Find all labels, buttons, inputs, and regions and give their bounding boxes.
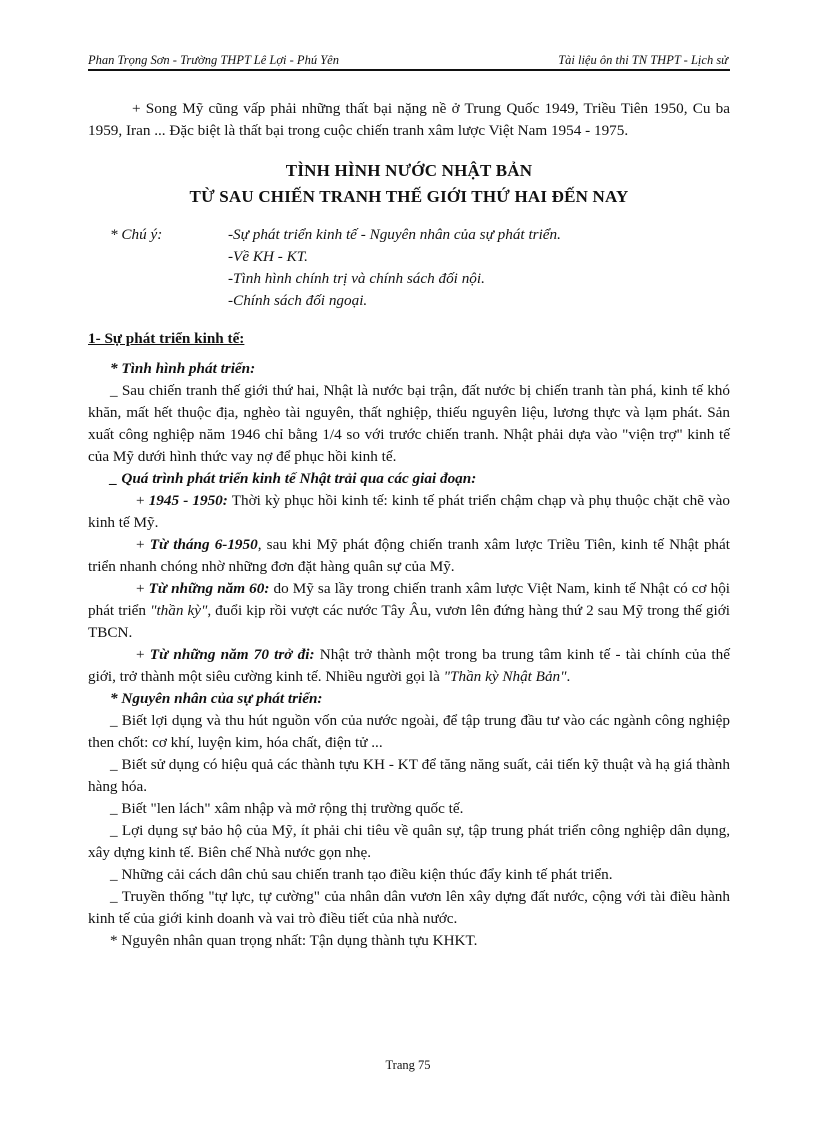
stage-period: 1945 - 1950: <box>148 492 228 509</box>
subheading-process: _ Quá trình phát triển kinh tế Nhật trải qua các giai đoạn: <box>110 470 477 487</box>
cause-item: _ Biết sử dụng có hiệu quả các thành tựu KH - KT để tăng năng suất, cải tiến kỹ thuật và hạ giá thành hàng hóa. <box>88 756 730 795</box>
stage-paragraph: + Từ những năm 60: do Mỹ sa lầy trong chiến tranh xâm lược Việt Nam, kinh tế Nhật có cơ hội phát triển "thần kỳ", đuổi kịp rồi vượt các nước Tây Âu, vươn lên đứng hàng thứ 2 sau Mỹ trong thế giới TBCN. <box>88 580 731 641</box>
intro-paragraph: + Song Mỹ cũng vấp phải những thất bại nặng nề ở Trung Quốc 1949, Triều Tiên 1950, Cu ba 1959, Iran ... Đặc biệt là thất bại trong cuộc chiến tranh xâm lược Việt Nam 1954 - 1975. <box>88 100 730 139</box>
cause-item: _ Truyền thống "tự lực, tự cường" của nhân dân vươn lên xây dựng đất nước, cộng với tài điều hành kinh tế của giới kinh doanh và vai trò điều tiết của nhà nước. <box>88 888 730 927</box>
notes-item: -Sự phát triển kinh tế - Nguyên nhân của sự phát triển. <box>228 226 561 243</box>
notes-item: -Tình hình chính trị và chính sách đối nội. <box>228 270 485 287</box>
page-body <box>88 98 730 952</box>
stage-period: Từ những năm 60: <box>148 580 270 597</box>
subheading-causes: * Nguyên nhân của sự phát triển: <box>110 690 323 707</box>
stage-paragraph: + Từ những năm 70 trở đi: Nhật trở thành một trong ba trung tâm kinh tế - tài chính của thế giới, trở thành một siêu cường kinh tế. Nhiều người gọi là "Thần kỳ Nhật Bản". <box>88 646 730 685</box>
notes-item: -Về KH - KT. <box>228 248 308 265</box>
cause-item: _ Những cải cách dân chủ sau chiến tranh tạo điều kiện thúc đẩy kinh tế phát triển. <box>110 866 613 883</box>
page-header <box>88 53 728 69</box>
page-number: Trang 75 <box>385 1058 431 1072</box>
key-cause: * Nguyên nhân quan trọng nhất: Tận dụng thành tựu KHKT. <box>110 932 478 949</box>
stage-quote: "thần kỳ" <box>150 602 208 619</box>
stage-period: Từ tháng 6-1950 <box>149 536 258 553</box>
chapter-title-line-1: TÌNH HÌNH NƯỚC NHẬT BẢN <box>285 161 533 180</box>
stage-period: Từ những năm 70 trở đi: <box>149 646 315 663</box>
subheading-situation: * Tình hình phát triển: <box>110 360 256 377</box>
header-divider <box>88 69 730 71</box>
chapter-title-line-2: TỪ SAU CHIẾN TRANH THẾ GIỚI THỨ HAI ĐẾN NAY <box>189 187 629 206</box>
cause-item: _ Biết lợi dụng và thu hút nguồn vốn của nước ngoài, để tập trung đầu tư vào các ngành công nghiệp then chốt: cơ khí, luyện kim, hóa chất, điện tử ... <box>88 712 730 751</box>
stage-quote: "Thần kỳ Nhật Bản" <box>443 668 567 685</box>
stage-paragraph: + Từ tháng 6-1950, sau khi Mỹ phát động chiến tranh xâm lược Triều Tiên, kinh tế Nhật phát triển nhanh chóng nhờ những đơn đặt hàng quân sự của Mỹ. <box>88 536 730 575</box>
notes-list <box>228 224 561 312</box>
section-heading: 1- Sự phát triển kinh tế: <box>88 330 245 347</box>
situation-paragraph: _ Sau chiến tranh thế giới thứ hai, Nhật là nước bại trận, đất nước bị chiến tranh tàn phá, kinh tế khó khăn, mất hết thuộc địa, nghèo tài nguyên, thất nghiệp, thiếu nguyên liệu, lương thực và lạm phát. Sản xuất công nghiệp năm 1946 chỉ bằng 1/4 so với trước chiến tranh. Nhật phải dựa vào "viện trợ" kinh tế của Mỹ dưới hình thức vay nợ để phục hồi kinh tế. <box>88 382 730 465</box>
notes-item: -Chính sách đối ngoại. <box>228 292 368 309</box>
notes-label: * Chú ý: <box>110 226 163 243</box>
chapter-title <box>88 158 730 210</box>
notes-block <box>88 224 730 312</box>
cause-item: _ Biết "len lách" xâm nhập và mở rộng thị trường quốc tế. <box>110 800 464 817</box>
header-author: Phan Trọng Sơn - Trường THPT Lê Lợi - Phú Yên <box>88 53 339 67</box>
cause-item: _ Lợi dụng sự bảo hộ của Mỹ, ít phải chi tiêu về quân sự, tập trung phát triển công nghiệp dân dụng, xây dựng kinh tế. Biên chế Nhà nước gọn nhẹ. <box>88 822 730 861</box>
stage-paragraph: + 1945 - 1950: Thời kỳ phục hồi kinh tế: kinh tế phát triển chậm chạp và phụ thuộc chặt chẽ vào kinh tế Mỹ. <box>88 492 730 531</box>
header-doc-title: Tài liệu ôn thi TN THPT - Lịch sử <box>558 53 728 67</box>
